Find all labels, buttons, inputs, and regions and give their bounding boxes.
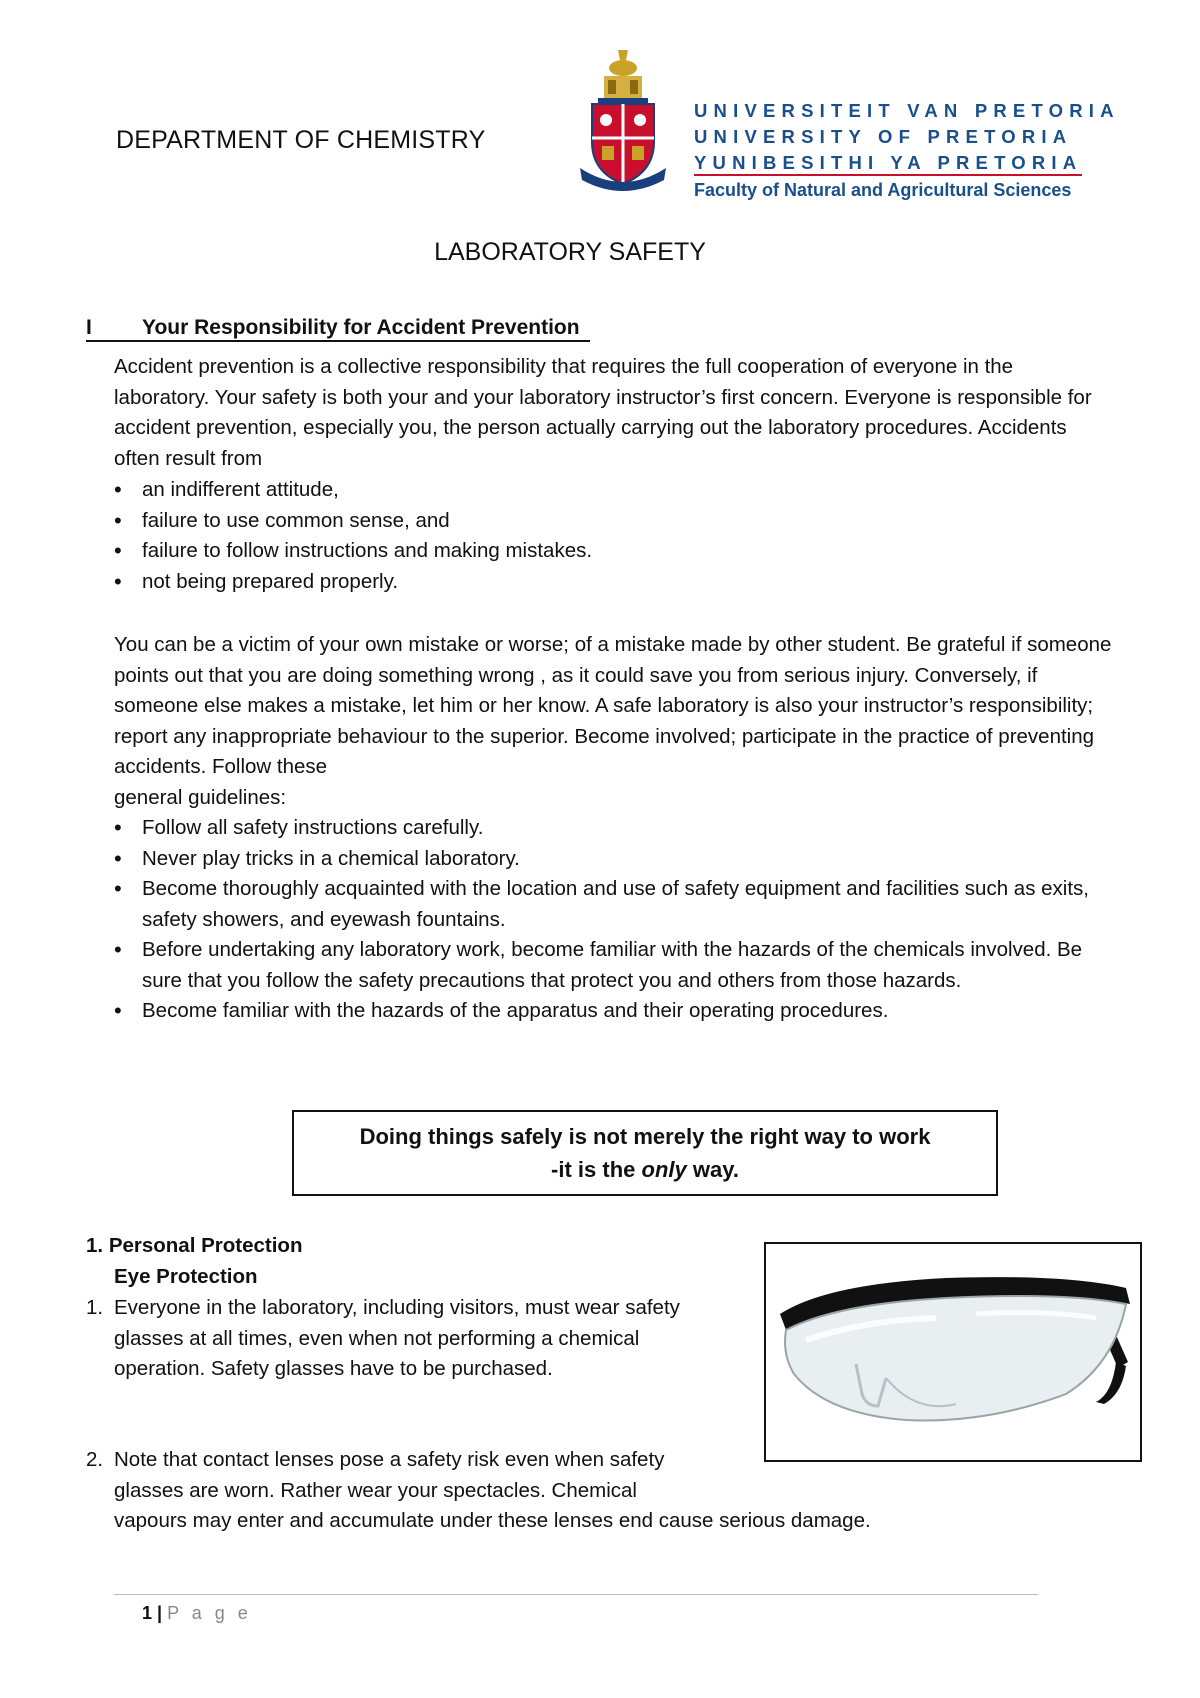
intro-paragraph: Accident prevention is a collective responsibility that requires the full cooperation of everyone in the laboratory. Your safety is both your and your laboratory instructor’s first concern. Everyone is responsible for accident prevention, especially you, the person actually carrying out the laboratory procedures. Accidents often result from xyxy=(114,355,1092,470)
university-name-afrikaans: UNIVERSITEIT VAN PRETORIA xyxy=(694,100,1120,121)
item-text: Everyone in the laboratory, including visitors, must wear safety glasses at all times, even when not performing a chemical operation. Safety glasses have to be purchased. xyxy=(114,1296,680,1380)
eye-protection-heading: Eye Protection xyxy=(114,1265,258,1288)
page-title: LABORATORY SAFETY xyxy=(434,238,706,266)
section-heading xyxy=(86,316,590,342)
department-title: DEPARTMENT OF CHEMISTRY xyxy=(116,126,486,154)
list-item: • failure to use common sense, and xyxy=(114,506,1114,537)
callout-post: way. xyxy=(692,1157,739,1182)
list-item: • Become thoroughly acquainted with the location and use of safety equipment and facilities such as exits, safety showers, and eyewash fountains. xyxy=(114,874,1114,935)
safety-glasses-image xyxy=(764,1242,1142,1462)
safety-callout-box xyxy=(292,1110,998,1196)
accident-causes-list xyxy=(114,475,1114,597)
footer-divider xyxy=(114,1594,1038,1595)
subsection-number: 1. xyxy=(86,1234,104,1257)
callout-pre: -it is the xyxy=(551,1157,636,1182)
item-number: 2. xyxy=(86,1448,104,1471)
section-heading-text: Your Responsibility for Accident Prevention xyxy=(142,316,580,339)
list-item: • Become familiar with the hazards of the apparatus and their operating procedures. xyxy=(114,996,1114,1027)
item-text-continued: vapours may enter and accumulate under these lenses end cause serious damage. xyxy=(114,1509,871,1532)
brand-divider xyxy=(694,174,1082,176)
section-number: I xyxy=(86,316,92,339)
list-item: • Before undertaking any laboratory work, become familiar with the hazards of the chemicals involved. Be sure that you follow the safety precautions that protect you and others from those hazards. xyxy=(114,935,1114,996)
list-item: • not being prepared properly. xyxy=(114,567,1114,598)
page-word: P a g e xyxy=(167,1603,252,1623)
safety-glasses-icon xyxy=(766,1244,1140,1460)
callout-line-2 xyxy=(294,1153,996,1186)
subsection-title: Personal Protection xyxy=(108,1234,303,1257)
page-separator: | xyxy=(157,1603,163,1623)
page-number: 1 xyxy=(142,1603,153,1623)
list-item: • Never play tricks in a chemical laboratory. xyxy=(114,844,1114,875)
paragraph-text: You can be a victim of your own mistake or worse; of a mistake made by other student. Be grateful if someone points out that you are doing something wrong , as it could save you from serious injury. Conversely, if someone else makes a mistake, let him or her know. A safe laboratory is also your instructor’s responsibility; report any inappropriate behaviour to the superior. Become involved; participate in the practice of preventing accidents. Follow these xyxy=(114,633,1112,778)
faculty-name: Faculty of Natural and Agricultural Sciences xyxy=(694,180,1072,200)
eye-rule-1 xyxy=(86,1293,786,1385)
personal-protection-heading xyxy=(86,1234,302,1258)
item-number: 1. xyxy=(86,1296,104,1319)
university-crest-icon xyxy=(578,46,668,194)
responsibility-paragraph xyxy=(114,630,1114,813)
page-footer xyxy=(142,1603,252,1624)
list-item: • Follow all safety instructions carefully. xyxy=(114,813,1114,844)
university-name-english: UNIVERSITY OF PRETORIA xyxy=(694,126,1073,147)
university-name-sepedi: YUNIBESITHI YA PRETORIA xyxy=(694,152,1083,173)
paragraph-tail: general guidelines: xyxy=(114,785,287,809)
list-item: • failure to follow instructions and making mistakes. xyxy=(114,536,1114,567)
item-text: Note that contact lenses pose a safety risk even when safety glasses are worn. Rather wear your spectacles. Chemical xyxy=(114,1448,665,1502)
list-item: • an indifferent attitude, xyxy=(114,475,1114,506)
callout-line-1: Doing things safely is not merely the right way to work xyxy=(359,1124,931,1149)
guidelines-list xyxy=(114,813,1114,1027)
callout-emphasis: only xyxy=(641,1157,687,1182)
